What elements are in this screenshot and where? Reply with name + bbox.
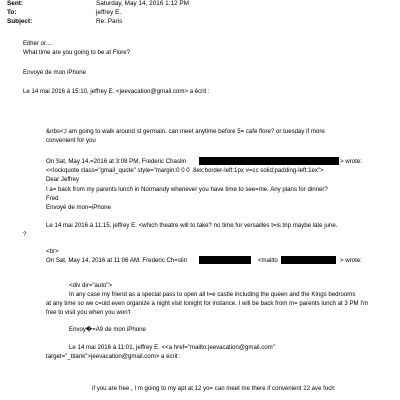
body-line: target="_blank">jeevacation@gmail.com> a écrit :: [46, 353, 181, 360]
redaction-box: [199, 256, 251, 264]
sent-value: Saturday, May 14, 2016 1:12 PM: [96, 0, 189, 7]
body-line: Le 14 mai 2016 à 11:15, jeffrey E. <which theatre will to take? no time for versailles t=is trip maybe late june.: [46, 222, 338, 229]
body-line: What time are you going to be at Flore?: [23, 49, 131, 56]
subject-value: Re: Paris: [96, 18, 123, 25]
body-line: Either or....: [23, 40, 53, 47]
sent-label: Sent:: [7, 0, 23, 7]
body-line: <br>: [46, 248, 59, 255]
body-line: free to visit you when you won't: [46, 309, 131, 316]
body-line: at any time so we c=uld even organize a night visit tonight for instance. I will be back from m= parents lunch at 3 PM I'm: [46, 300, 369, 307]
body-line: Envoy�=A9 de mon iPhone: [69, 326, 146, 333]
body-line: convenient for you: [46, 137, 96, 144]
body-line: ?: [23, 231, 27, 238]
body-line: I a= back from my parents lunch in Normandy whenever you have time to see=me. Any plans for dinner?: [46, 186, 328, 193]
body-line: if you are free , I m going to my apt at 12 yo= can meet me there if convenient 22 ave foch: [92, 385, 335, 392]
body-line: Le 14 mai 2016 à 11:01, jeffrey E. <<a href="mailto:jeevacation@gmail.com": [69, 344, 275, 351]
body-line: Fred: [46, 195, 59, 202]
body-line: On Sat, May 14, 2016 at 11:06 AM, Frederic Ch=slin: [46, 257, 187, 264]
redaction-box: [199, 157, 339, 165]
body-line: > wrote:: [340, 257, 362, 264]
to-label: To:: [7, 9, 17, 16]
body-line: <div dir="auto">: [69, 282, 113, 289]
redaction-box: [281, 256, 336, 264]
body-line: <mailto: [258, 257, 278, 264]
body-line: &nbs<;I am going to walk around st germain. can meet anytime before 5= cafe flore? or tuesday if more: [46, 128, 325, 135]
body-line: <<lockquote class="gmail_quote" style="margin:0 0 0 .8ex;border-left:1px #=cc solid;padding-left:1ex">: [46, 167, 324, 174]
body-line: Envoyé de mon iPhone: [23, 69, 87, 76]
body-line: > wrote:: [340, 158, 362, 165]
body-line: Le 14 mai 2016 à 15:10, jeffrey E. <jeevacation@gmail.com> a écrit :: [23, 88, 210, 95]
body-line: Envoyé de mon=iPhone: [46, 204, 111, 211]
subject-label: Subject:: [7, 18, 33, 25]
to-value: jeffrey E.: [96, 9, 122, 16]
body-line: On Sat, May 14,=2016 at 3:08 PM, Frederic Chaslin: [46, 158, 187, 165]
body-line: Dear Jeffrey: [46, 176, 80, 183]
body-line: In any case my friend as a special pass to open all t=e castle including the queen and the Kings bedrooms: [69, 291, 356, 298]
